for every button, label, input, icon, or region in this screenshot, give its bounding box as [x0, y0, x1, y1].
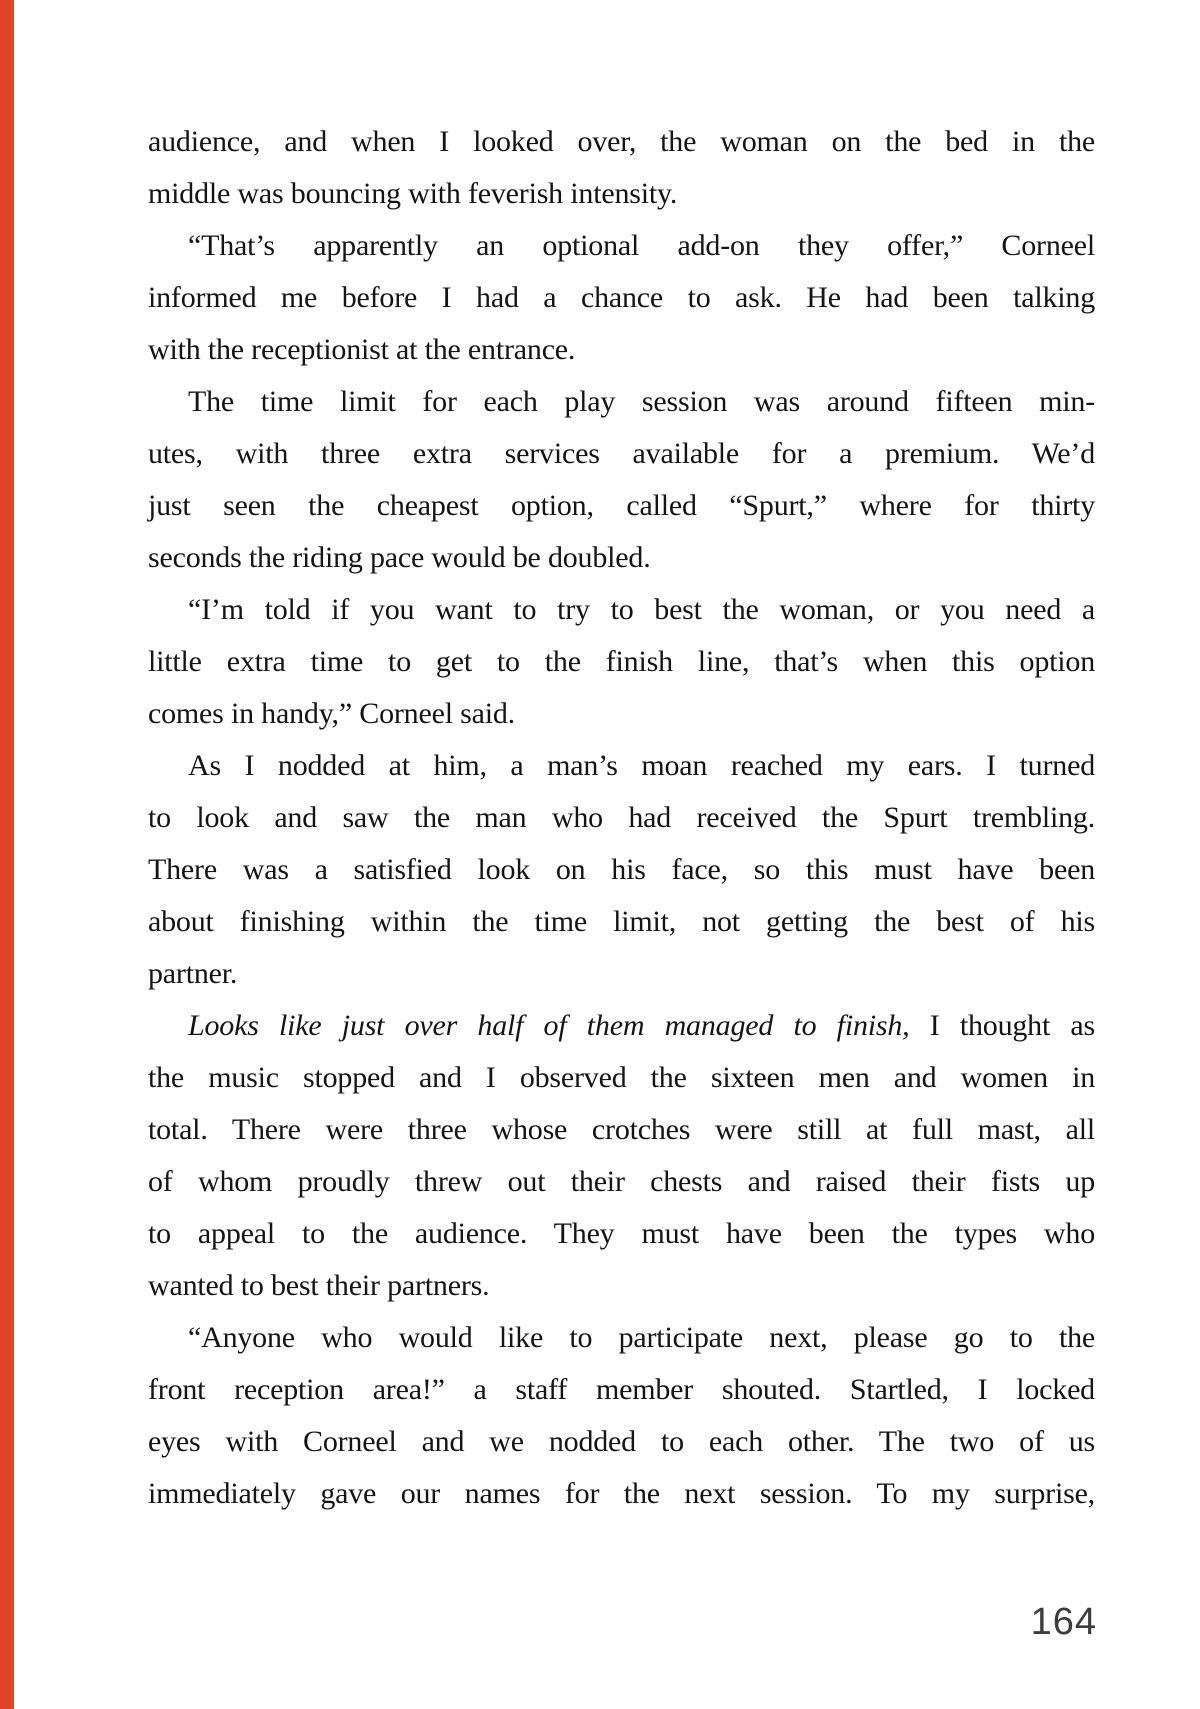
text-line	[148, 1052, 1095, 1104]
text-segment: the music stopped and I observed the sixteen men and women in	[148, 1061, 1095, 1094]
text-segment: just seen the cheapest option, called “Spurt,” where for thirty	[148, 489, 1095, 522]
italic-text-segment: Looks like just over half of them managed to finish,	[188, 1009, 910, 1042]
text-segment: middle was bouncing with feverish intensity.	[148, 177, 678, 210]
text-line	[148, 688, 1095, 740]
text-segment: “Anyone who would like to participate next, please go to the	[188, 1321, 1095, 1354]
text-segment: to appeal to the audience. They must have been the types who	[148, 1217, 1095, 1250]
text-line	[148, 584, 1095, 636]
text-line	[148, 1208, 1095, 1260]
page-text	[148, 116, 1095, 1520]
text-segment: seconds the riding pace would be doubled.	[148, 541, 651, 574]
text-line	[148, 480, 1095, 532]
page-edge-stripe	[0, 0, 14, 1709]
text-line	[148, 1104, 1095, 1156]
text-segment: to look and saw the man who had received the Spurt trembling.	[148, 801, 1095, 834]
text-line	[148, 272, 1095, 324]
text-segment: The time limit for each play session was around fifteen min-	[188, 385, 1095, 418]
text-line	[148, 428, 1095, 480]
text-segment: partner.	[148, 957, 238, 990]
text-line	[148, 1468, 1095, 1520]
text-line	[148, 376, 1095, 428]
text-segment: comes in handy,” Corneel said.	[148, 697, 515, 730]
text-segment: eyes with Corneel and we nodded to each other. The two of us	[148, 1425, 1095, 1458]
text-segment: immediately gave our names for the next session. To my surprise,	[148, 1477, 1095, 1510]
text-segment: I thought as	[909, 1009, 1095, 1042]
text-line	[148, 1416, 1095, 1468]
text-segment: about finishing within the time limit, not getting the best of his	[148, 905, 1095, 938]
text-line	[148, 1156, 1095, 1208]
text-line	[148, 116, 1095, 168]
text-segment: with the receptionist at the entrance.	[148, 333, 576, 366]
text-line	[148, 636, 1095, 688]
text-segment: audience, and when I looked over, the woman on the bed in the	[148, 125, 1095, 158]
text-segment: utes, with three extra services available for a premium. We’d	[148, 437, 1095, 470]
text-segment: little extra time to get to the finish line, that’s when this option	[148, 645, 1095, 678]
text-line	[148, 948, 1095, 1000]
text-line	[148, 792, 1095, 844]
text-line	[148, 1312, 1095, 1364]
page-number: 164	[1030, 1601, 1097, 1643]
text-segment: There was a satisfied look on his face, so this must have been	[148, 853, 1095, 886]
text-line	[148, 532, 1095, 584]
text-line	[148, 1260, 1095, 1312]
text-segment: informed me before I had a chance to ask. He had been talking	[148, 281, 1095, 314]
text-segment: As I nodded at him, a man’s moan reached my ears. I turned	[188, 749, 1095, 782]
text-segment: wanted to best their partners.	[148, 1269, 490, 1302]
text-line	[148, 740, 1095, 792]
text-segment: “I’m told if you want to try to best the woman, or you need a	[188, 593, 1095, 626]
text-segment: front reception area!” a staff member shouted. Startled, I locked	[148, 1373, 1095, 1406]
text-line	[148, 168, 1095, 220]
text-line	[148, 844, 1095, 896]
text-segment: “That’s apparently an optional add-on they offer,” Corneel	[188, 229, 1095, 262]
text-line	[148, 1364, 1095, 1416]
text-line	[148, 896, 1095, 948]
text-segment: total. There were three whose crotches were still at full mast, all	[148, 1113, 1095, 1146]
text-segment: of whom proudly threw out their chests and raised their fists up	[148, 1165, 1095, 1198]
text-line	[148, 324, 1095, 376]
text-line	[148, 220, 1095, 272]
text-line	[148, 1000, 1095, 1052]
